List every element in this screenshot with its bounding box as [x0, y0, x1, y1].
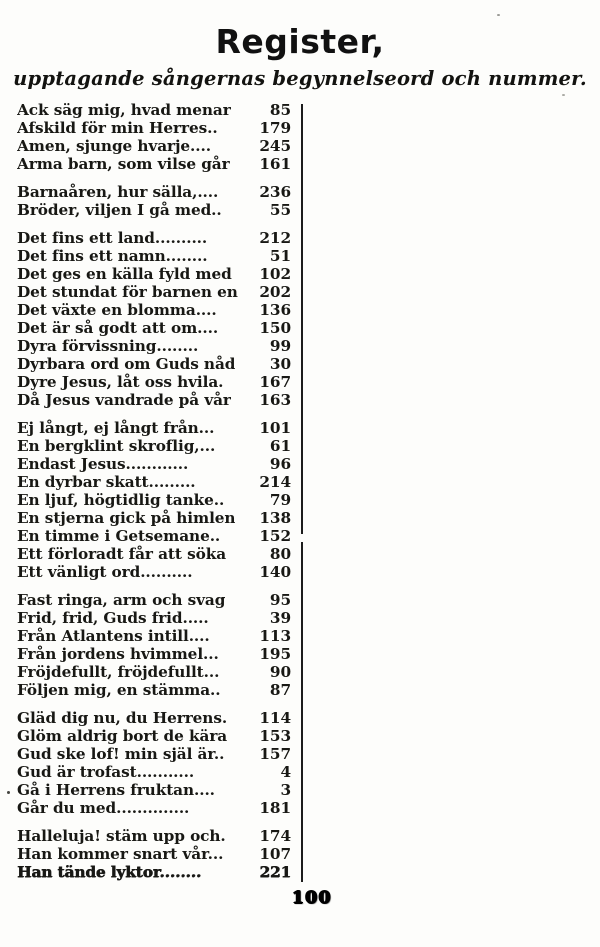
entry-title: Följen mig, en stämma.. — [17, 681, 221, 699]
register-row — [17, 491, 291, 509]
entry-title: Endast Jesus............ — [17, 455, 189, 473]
entry-number: 157 — [259, 745, 291, 763]
entry-title: Det är så godt att om.... — [17, 319, 219, 337]
register-row — [17, 563, 291, 581]
register-row — [17, 709, 291, 727]
register-row — [17, 527, 291, 545]
entry-number: 79 — [269, 491, 291, 509]
register-row — [17, 763, 291, 781]
entry-number: 174 — [259, 827, 291, 845]
register-row — [17, 337, 291, 355]
entry-number: 107 — [259, 845, 291, 863]
page-subtitle: upptagande sångernas begynnelseord och nummer. — [13, 66, 587, 90]
entry-number: 3 — [280, 781, 291, 799]
register-row — [17, 509, 291, 527]
entry-number: 161 — [259, 155, 291, 173]
entry-title: Afskild för min Herres.. — [17, 119, 218, 137]
entry-number: 236 — [259, 183, 291, 201]
entry-title: En timme i Getsemane.. — [17, 527, 221, 545]
entry-number: 102 — [259, 265, 291, 283]
register-row — [17, 863, 291, 881]
register-row — [17, 119, 291, 137]
entry-number: 163 — [259, 391, 291, 409]
entry-number: 150 — [259, 319, 291, 337]
entry-number: 212 — [259, 229, 291, 247]
entry-number: 221 — [259, 863, 291, 881]
entry-number: 80 — [269, 545, 291, 563]
entry-title: Barnaåren, hur sälla,.... — [17, 183, 219, 201]
entry-title: Ack säg mig, hvad menar — [17, 101, 231, 119]
entry-title: En ljuf, högtidlig tanke.. — [17, 491, 225, 509]
register-row — [17, 155, 291, 173]
entry-title: En dyrbar skatt......... — [17, 473, 196, 491]
page-title: Register, — [215, 22, 385, 61]
register-row — [17, 545, 291, 563]
entry-title: Ett vänligt ord.......... — [17, 563, 193, 581]
entry-title: Går du med.............. — [17, 799, 190, 817]
entry-number: 90 — [269, 663, 291, 681]
entry-number: 51 — [269, 247, 291, 265]
register-group — [17, 827, 291, 881]
register-row — [17, 727, 291, 745]
entry-title: Gud ske lof! min själ är.. — [17, 745, 225, 763]
entry-title: Det växte en blomma.... — [17, 301, 217, 319]
register-group — [17, 591, 291, 699]
entry-title: Dyre Jesus, låt oss hvila. — [17, 373, 224, 391]
entry-number: 61 — [269, 437, 291, 455]
register-row — [17, 827, 291, 845]
entry-title: Fast ringa, arm och svag — [17, 591, 226, 609]
register-row — [17, 663, 291, 681]
entry-title: Arma barn, som vilse går — [17, 155, 230, 173]
entry-number: 114 — [259, 709, 291, 727]
entry-title: Gud är trofast........... — [17, 763, 195, 781]
register-row — [17, 283, 291, 301]
entry-title: Dyrbara ord om Guds nåd — [17, 355, 236, 373]
entry-number: 4 — [280, 763, 291, 781]
entry-title: Halleluja! stäm upp och. — [17, 827, 226, 845]
entry-title: En bergklint skroflig,... — [17, 437, 216, 455]
entry-number: 202 — [259, 283, 291, 301]
entry-number: 113 — [259, 627, 291, 645]
entry-number: 214 — [259, 473, 291, 491]
register-row — [17, 437, 291, 455]
entry-number: 167 — [259, 373, 291, 391]
entry-title: Bröder, viljen I gå med.. — [17, 201, 222, 219]
entry-number: 153 — [259, 727, 291, 745]
entry-title: Det fins ett namn........ — [17, 247, 208, 265]
entry-number: 152 — [259, 527, 291, 545]
entry-title: Det stundat för barnen en — [17, 283, 238, 301]
entry-title: Fröjdefullt, fröjdefullt... — [17, 663, 220, 681]
entry-number: 85 — [269, 101, 291, 119]
entry-number: 181 — [259, 799, 291, 817]
entry-number: 55 — [269, 201, 291, 219]
entry-number: 136 — [259, 301, 291, 319]
page-header — [0, 22, 600, 90]
register-list — [17, 101, 291, 881]
register-row — [17, 645, 291, 663]
register-row — [17, 799, 291, 817]
entry-title: Det ges en källa fyld med — [17, 265, 232, 283]
entry-title: En stjerna gick på himlen — [17, 509, 236, 527]
entry-number: 30 — [269, 355, 291, 373]
register-row — [17, 591, 291, 609]
page-number: 100 — [292, 888, 332, 908]
register-row — [17, 745, 291, 763]
register-row — [17, 319, 291, 337]
register-row — [17, 845, 291, 863]
register-row — [17, 183, 291, 201]
scan-speck — [562, 94, 565, 96]
entry-title: Från Atlantens intill.... — [17, 627, 210, 645]
register-group — [17, 229, 291, 409]
register-row — [17, 473, 291, 491]
register-group — [17, 183, 291, 219]
entry-number: 39 — [269, 609, 291, 627]
entry-title: Dyra förvissning........ — [17, 337, 199, 355]
entry-number: 99 — [269, 337, 291, 355]
register-row — [17, 201, 291, 219]
column-divider-rule-upper — [301, 104, 303, 534]
register-row — [17, 627, 291, 645]
entry-number: 101 — [259, 419, 291, 437]
register-group — [17, 709, 291, 817]
column-divider-rule-lower — [301, 542, 303, 882]
entry-number: 195 — [259, 645, 291, 663]
entry-number: 179 — [259, 119, 291, 137]
entry-title: Glöm aldrig bort de kära — [17, 727, 228, 745]
entry-title: Han tände lyktor........ — [17, 863, 202, 881]
register-row — [17, 419, 291, 437]
scan-speck — [497, 14, 500, 16]
entry-number: 140 — [259, 563, 291, 581]
register-row — [17, 265, 291, 283]
register-group — [17, 419, 291, 581]
register-row — [17, 391, 291, 409]
register-row — [17, 247, 291, 265]
register-row — [17, 229, 291, 247]
entry-number: 87 — [269, 681, 291, 699]
entry-number: 95 — [269, 591, 291, 609]
entry-title: Gläd dig nu, du Herrens. — [17, 709, 228, 727]
scan-speck — [7, 791, 10, 794]
entry-title: Ej långt, ej långt från... — [17, 419, 215, 437]
entry-title: Från jordens hvimmel... — [17, 645, 219, 663]
entry-title: Han kommer snart vår... — [17, 845, 224, 863]
entry-title: Amen, sjunge hvarje.... — [17, 137, 211, 155]
entry-title: Gå i Herrens fruktan.... — [17, 781, 215, 799]
register-row — [17, 101, 291, 119]
register-row — [17, 355, 291, 373]
register-row — [17, 455, 291, 473]
entry-number: 138 — [259, 509, 291, 527]
register-row — [17, 681, 291, 699]
register-row — [17, 373, 291, 391]
register-row — [17, 301, 291, 319]
register-row — [17, 137, 291, 155]
entry-number: 96 — [269, 455, 291, 473]
register-row — [17, 609, 291, 627]
entry-title: Ett förloradt får att söka — [17, 545, 227, 563]
register-group — [17, 101, 291, 173]
entry-title: Då Jesus vandrade på vår — [17, 391, 231, 409]
entry-title: Det fins ett land.......... — [17, 229, 208, 247]
entry-number: 245 — [259, 137, 291, 155]
entry-title: Frid, frid, Guds frid..... — [17, 609, 209, 627]
register-row — [17, 781, 291, 799]
